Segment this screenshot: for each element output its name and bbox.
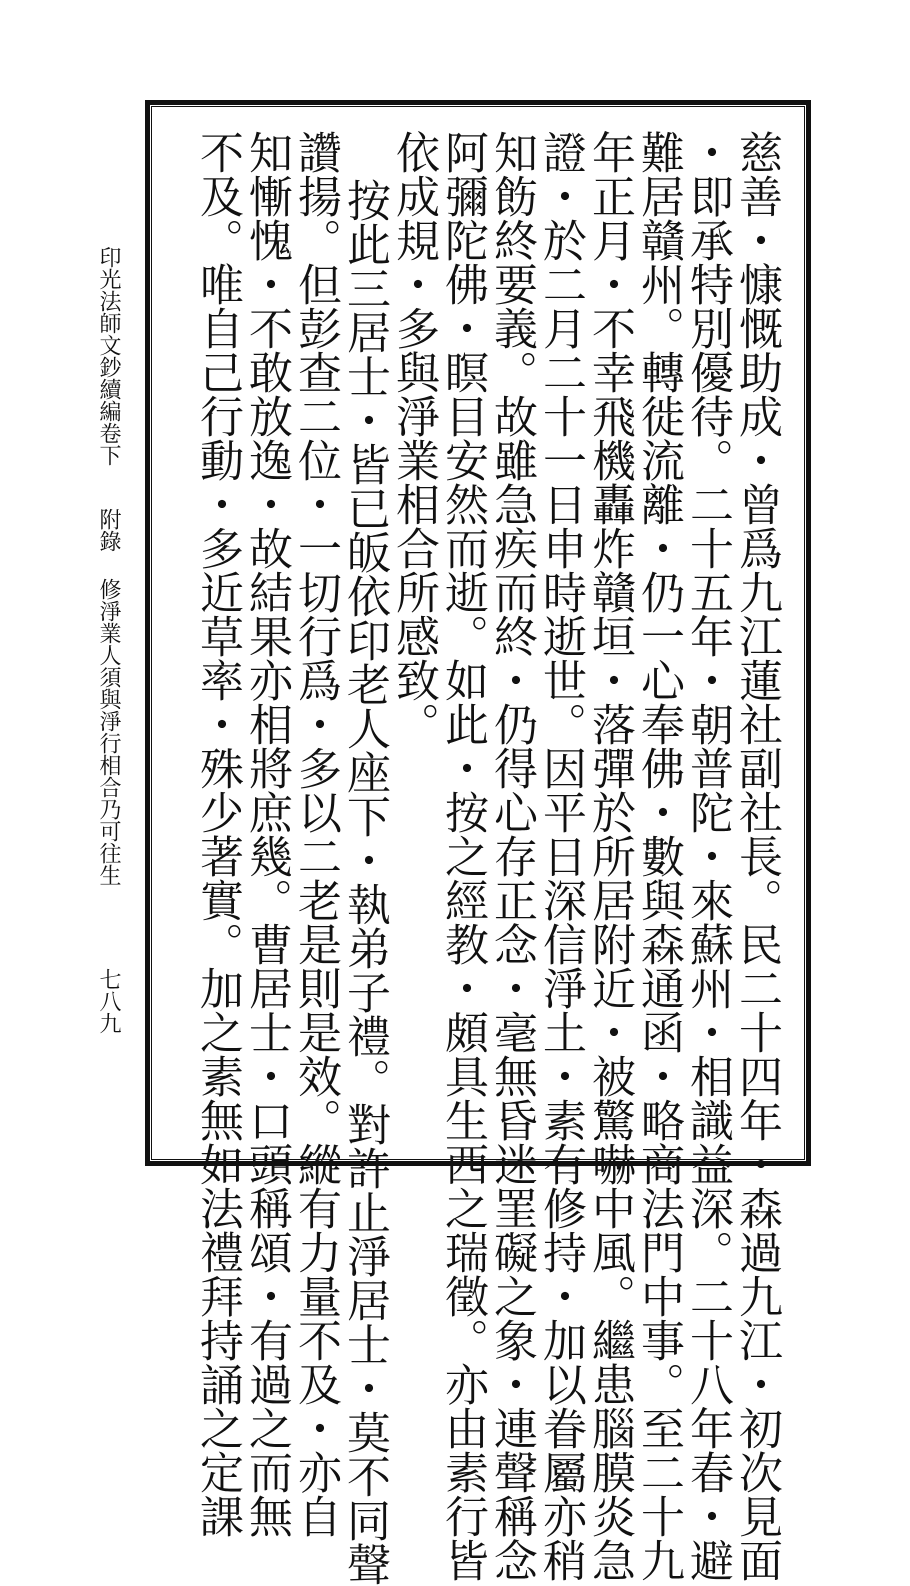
article-title: 修淨業人須與淨行相合乃可往生 bbox=[96, 578, 121, 886]
text-column: 知飭終要義。故雖急疾而終・仍得心存正念・毫無昏迷罣礙之象・連聲稱念 bbox=[486, 130, 537, 1582]
text-column: 年正月・不幸飛機轟炸贛垣・落彈於所居附近・被驚嚇中風。繼患腦膜炎急 bbox=[584, 130, 635, 1582]
text-column: 按此三居士・皆已皈依印老人座下・執弟子禮。對許止淨居士・莫不同聲 bbox=[339, 178, 390, 1586]
text-column: 阿彌陀佛・瞑目安然而逝。如此・按之經教・頗具生西之瑞徵。亦由素行皆 bbox=[437, 130, 488, 1582]
text-column: 讚揚。但彭查二位・一切行爲・多以二老是則是效。縱有力量不及・亦自 bbox=[290, 130, 341, 1538]
text-column: 知慚愧・不敢放逸・故結果亦相將庶幾。曹居士・口頭稱頌・有過之而無 bbox=[241, 130, 292, 1538]
section-label: 附錄 bbox=[96, 508, 121, 552]
page-number: 七八九 bbox=[96, 968, 121, 1034]
text-column: 不及。唯自己行動・多近草率・殊少著實。加之素無如法禮拜持誦之定課 bbox=[192, 130, 243, 1538]
text-column: 難居贛州。轉徙流離・仍一心奉佛・數與森通函・略商法門中事。至二十九 bbox=[633, 130, 684, 1582]
text-column: 依成規・多與淨業相合所感致。 bbox=[388, 130, 439, 746]
text-column: ・即承特別優待。二十五年・朝普陀・來蘇州・相識益深。二十八年春・避 bbox=[682, 130, 733, 1582]
text-column: 證・於二月二十一日申時逝世。因平日深信淨土・素有修持・加以眷屬亦稍 bbox=[535, 130, 586, 1582]
text-column: 慈善・慷慨助成・曾爲九江蓮社副社長。民二十四年・森過九江・初次見面 bbox=[731, 130, 782, 1582]
book-title: 印光法師文鈔續編卷下 bbox=[96, 246, 121, 466]
